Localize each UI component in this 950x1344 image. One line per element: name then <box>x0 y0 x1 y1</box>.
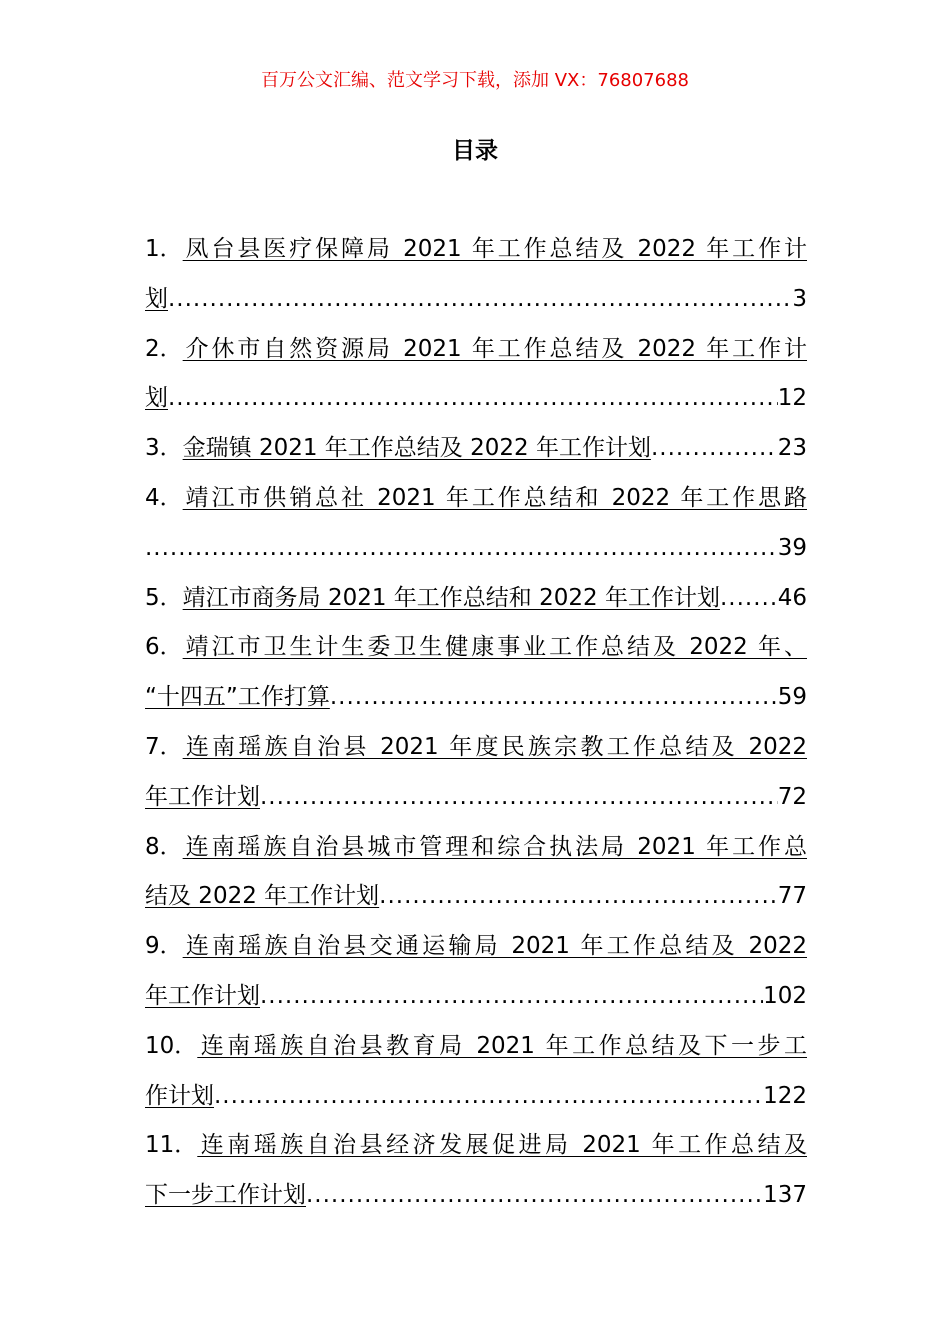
toc-entry-number: 8． <box>145 833 183 860</box>
toc-entry-6-line-2[interactable] <box>145 673 807 723</box>
toc-entry-title-link[interactable]: 年工作计划 <box>145 783 260 810</box>
toc-entry-number: 9． <box>145 933 183 960</box>
toc-page-number: 122 <box>763 1082 807 1109</box>
toc-entry-number: 2． <box>145 335 183 362</box>
toc-entry-3[interactable] <box>145 424 807 474</box>
toc-entry-10-line-2[interactable] <box>145 1072 807 1122</box>
toc-page-number: 72 <box>777 783 807 810</box>
toc-entry-title-link[interactable]: 连南瑶族自治县交通运输局 2021 年工作总结及 2022 <box>182 933 807 960</box>
toc-entry-10-line-1[interactable] <box>145 1022 807 1072</box>
toc-entry-number: 5． <box>145 584 183 611</box>
toc-page-number: 59 <box>777 684 807 711</box>
toc-entry-title-link[interactable]: 作计划 <box>145 1082 214 1109</box>
dot-leader <box>168 275 792 325</box>
toc-entry-title-link[interactable]: 结及 2022 年工作计划 <box>145 883 380 910</box>
toc-entry-title-link[interactable]: 划 <box>145 285 168 312</box>
toc-entry-number: 6． <box>145 634 183 661</box>
toc-entry-number: 3． <box>145 435 183 462</box>
toc-entry-title-link[interactable]: 连南瑶族自治县 2021 年度民族宗教工作总结及 2022 <box>182 733 807 760</box>
toc-entry-title-link[interactable]: 连南瑶族自治县城市管理和综合执法局 2021 年工作总 <box>182 833 807 860</box>
toc-entry-6-line-1[interactable] <box>145 623 807 673</box>
toc-entry-number: 7． <box>145 733 183 760</box>
dot-leader <box>168 374 778 424</box>
toc-entry-2-line-1[interactable] <box>145 325 807 375</box>
toc-entry-11-line-2[interactable] <box>145 1171 807 1221</box>
dot-leader <box>260 773 778 823</box>
dot-leader <box>379 872 778 922</box>
toc-entry-2-line-2[interactable] <box>145 374 807 424</box>
toc-entry-title-link[interactable]: 年工作计划 <box>145 982 260 1009</box>
dot-leader <box>145 524 778 574</box>
dot-leader <box>720 574 778 624</box>
toc-entry-7-line-2[interactable] <box>145 773 807 823</box>
toc-page-number: 12 <box>777 385 807 412</box>
toc-entry-number: 10． <box>145 1032 198 1059</box>
toc-entry-1-line-1[interactable] <box>145 225 807 275</box>
dot-leader <box>330 673 778 723</box>
toc-entry-title-link[interactable]: 介休市自然资源局 2021 年工作总结及 2022 年工作计 <box>182 335 807 362</box>
toc-entry-number: 1． <box>145 236 183 262</box>
dot-leader <box>260 972 763 1022</box>
toc-entry-title-link[interactable]: 连南瑶族自治县经济发展促进局 2021 年工作总结及 <box>197 1132 807 1159</box>
toc-entry-9-line-1[interactable] <box>145 922 807 972</box>
toc-entry-title-link[interactable]: 划 <box>145 385 168 412</box>
toc-entry-title-link[interactable]: 凤台县医疗保障局 2021 年工作总结及 2022 年工作计 <box>182 236 807 262</box>
dot-leader <box>651 424 778 474</box>
toc-page-number: 102 <box>763 982 807 1009</box>
toc-page-number: 23 <box>777 435 807 462</box>
toc-entry-4-line-1[interactable] <box>145 474 807 524</box>
toc-entry-number: 4． <box>145 484 183 511</box>
toc-entry-5[interactable] <box>145 574 807 624</box>
toc-page-number: 77 <box>777 883 807 910</box>
toc-entry-9-line-2[interactable] <box>145 972 807 1022</box>
toc-entry-4-line-2[interactable] <box>145 524 807 574</box>
toc-entry-title-link[interactable]: 靖江市商务局 2021 年工作总结和 2022 年工作计划 <box>182 584 720 611</box>
toc-page-number: 137 <box>763 1182 807 1209</box>
toc-entry-title-link[interactable]: 靖江市供销总社 2021 年工作总结和 2022 年工作思路 <box>182 484 807 511</box>
dot-leader <box>214 1072 763 1122</box>
toc-entry-title-link[interactable]: “十四五”工作打算 <box>145 684 330 711</box>
toc-entry-title-link[interactable]: 金瑞镇 2021 年工作总结及 2022 年工作计划 <box>182 435 651 462</box>
toc-entry-title-link[interactable]: 连南瑶族自治县教育局 2021 年工作总结及下一步工 <box>197 1032 807 1059</box>
toc-entry-8-line-2[interactable] <box>145 872 807 922</box>
toc-entry-7-line-1[interactable] <box>145 723 807 773</box>
toc-page-number: 39 <box>777 534 807 561</box>
dot-leader <box>306 1171 763 1221</box>
toc-page-number: 3 <box>792 285 807 312</box>
toc-entry-8-line-1[interactable] <box>145 823 807 873</box>
toc-entry-title-link[interactable]: 靖江市卫生计生委卫生健康事业工作总结及 2022 年、 <box>182 634 807 661</box>
toc-entry-11-line-1[interactable] <box>145 1121 807 1171</box>
toc-entry-title-link[interactable]: 下一步工作计划 <box>145 1182 306 1209</box>
toc-page-number: 46 <box>777 584 807 611</box>
table-of-contents <box>145 225 807 1221</box>
toc-entry-1-line-2[interactable] <box>145 275 807 325</box>
page-title: 目录 <box>452 138 498 164</box>
toc-entry-number: 11． <box>145 1132 198 1159</box>
header-watermark-text: 百万公文汇编、范文学习下载，添加 VX：76807688 <box>261 70 689 91</box>
